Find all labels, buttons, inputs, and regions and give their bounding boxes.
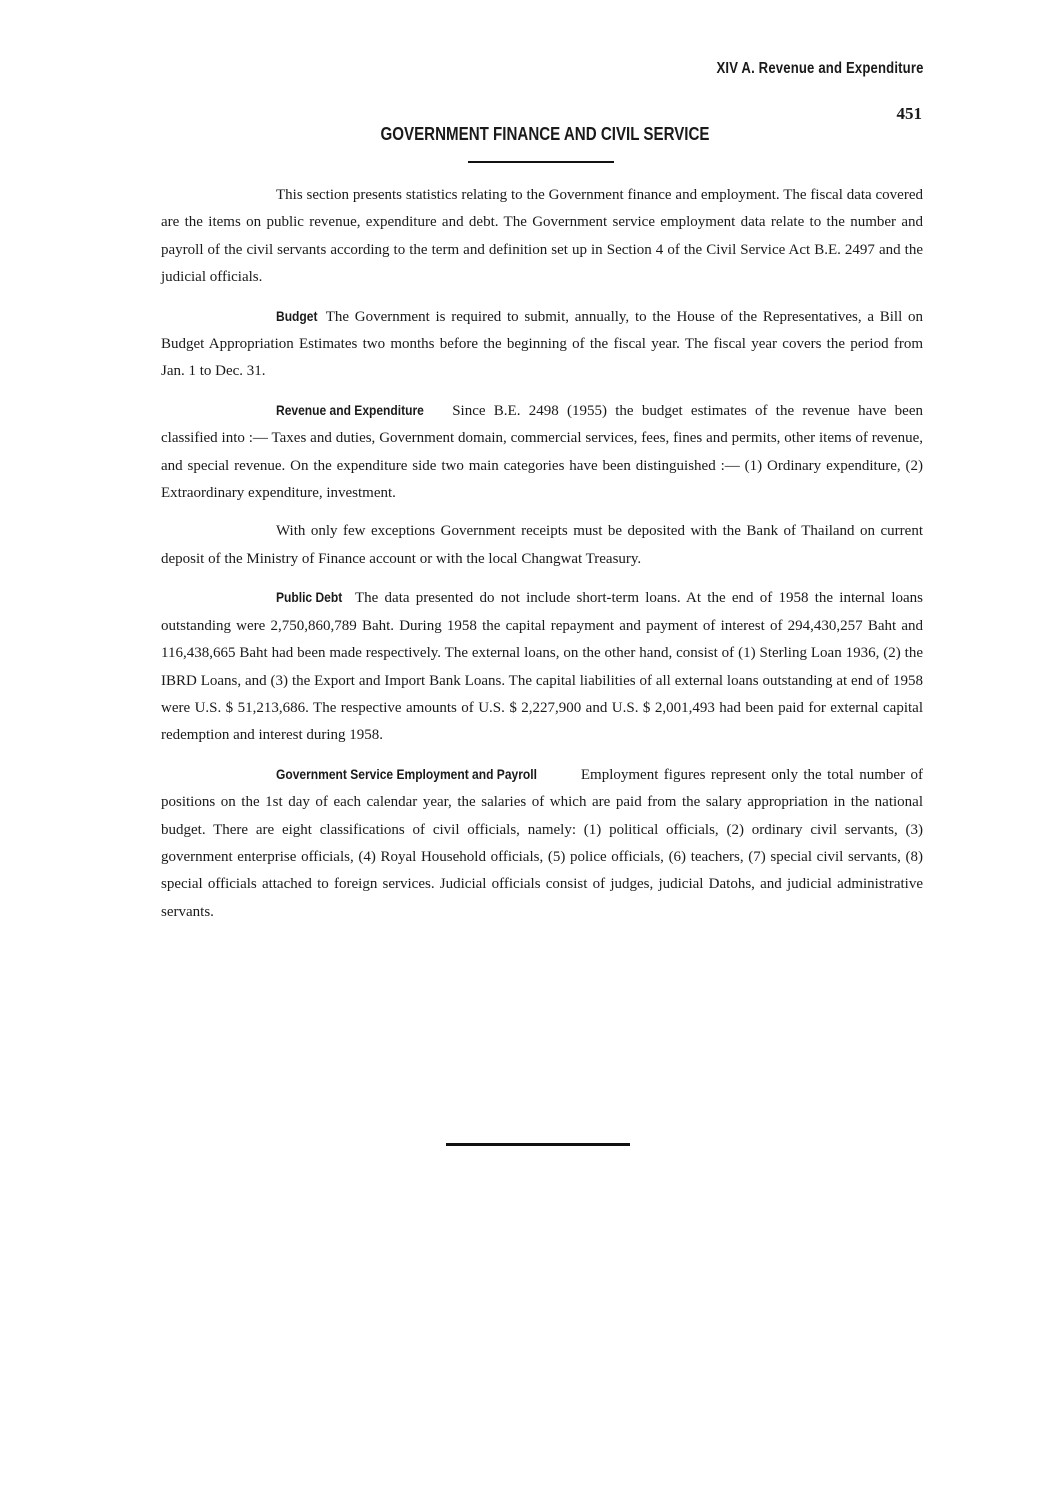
public-debt-heading: Public Debt [276,589,343,606]
employment-text: Employment figures represent only the total number of positions on the 1st day of each calendar year, the salaries of which are paid from the salary appropriation in the national budget. There are eight classifications of civil officials, namely: (1) political officials, (2) ordinary civil servants, (3) government enterprise officials, (4) Royal Household officials, (5) police officials, (6) teachers, (7) special civil servants, (8) special officials attached to foreign services. Judicial officials consist of judges, judicial Datohs, and judicial administrative servants. [161,766,923,920]
budget-text: The Government is required to submit, annually, to the House of the Representatives, a Bill on Budget Appropriation Estimates two months before the beginning of the fiscal year. The fiscal year covers the period from Jan. 1 to Dec. 31. [161,308,923,380]
page-title: GOVERNMENT FINANCE AND CIVIL SERVICE [380,124,710,144]
title-rule [468,161,614,163]
page-number: 451 [896,104,922,123]
revenue-heading: Revenue and Expenditure [276,401,424,418]
budget-heading: Budget [276,307,318,324]
end-rule [446,1143,630,1146]
revenue-text: Since B.E. 2498 (1955) the budget estimates of the revenue have been classified into :— Taxes and duties, Government domain, commercial services, fees, fines and permits, other items of revenue, and special revenue. On the expenditure side two main categories have been distinguished :— (1) Ordinary expenditure, (2) Extraordinary expenditure, investment. [161,402,923,502]
section-header: XIV A. Revenue and Expenditure [716,60,924,77]
employment-paragraph [161,761,923,926]
body-text [161,182,923,937]
deposits-paragraph: With only few exceptions Government receipts must be deposited with the Bank of Thailand on current deposit of the Ministry of Finance account or with the local Changwat Treasury. [161,523,923,567]
public-debt-text: The data presented do not include short-term loans. At the end of 1958 the internal loans outstanding were 2,750,860,789 Baht. During 1958 the capital repayment and payment of interest of 294,430,257 Baht and 116,438,665 Baht had been made respectively. The external loans, on the other hand, consist of (1) Sterling Loan 1936, (2) the IBRD Loans, and (3) the Export and Import Bank Loans. The capital liabilities of all external loans outstanding at end of 1958 were U.S. $ 51,213,686. The respective amounts of U.S. $ 2,227,900 and U.S. $ 2,001,493 had been paid for external capital redemption and interest during 1958. [161,590,923,744]
intro-paragraph: This section presents statistics relating to the Government finance and employment. The fiscal data covered are the items on public revenue, expenditure and debt. The Government service employment data relate to the number and payroll of the civil servants according to the term and definition set up in Section 4 of the Civil Service Act B.E. 2497 and the judicial officials. [161,187,923,286]
budget-paragraph [161,303,923,386]
revenue-paragraph [161,397,923,508]
employment-heading: Government Service Employment and Payroll [276,765,537,782]
public-debt-paragraph [161,584,923,749]
